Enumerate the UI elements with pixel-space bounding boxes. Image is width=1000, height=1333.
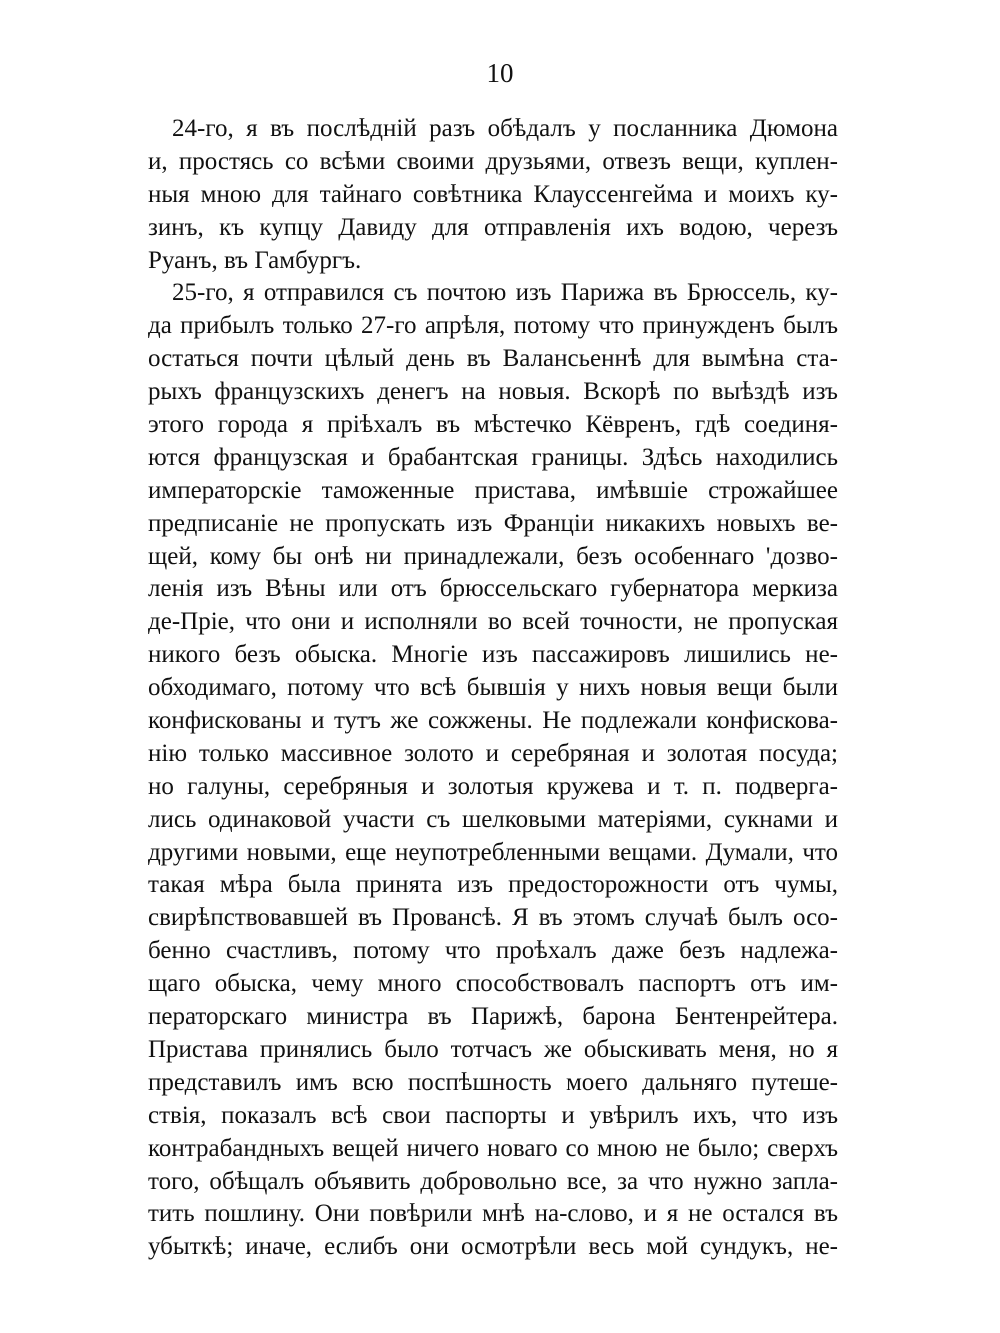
text-line: ныя мною для тайнаго совѣтника Клауссенгейма и моихъ ку- xyxy=(148,180,838,208)
text-line: остаться почти цѣлый день въ Валансьеннѣ для вымѣна ста- xyxy=(148,345,838,373)
text-line: но галуны, серебряныя и золотыя кружева и т. п. подверга- xyxy=(148,772,838,800)
text-line: никого безъ обыска. Многіе изъ пассажировъ лишились не- xyxy=(148,641,838,669)
text-line: 24-го, я въ послѣдній разъ обѣдалъ у посланника Дюмона xyxy=(172,115,838,142)
text-line: предписаніе не пропускать изъ Франціи никакихъ новыхъ ве- xyxy=(148,509,838,537)
text-line: нію только массивное золото и серебряная и золотая посуда; xyxy=(148,739,838,767)
text-line: бенно счастливъ, потому что проѣхалъ даже безъ надлежа- xyxy=(148,937,838,965)
text-line: ются французская и брабантская границы. Здѣсь находились xyxy=(148,443,838,471)
page-number: 10 xyxy=(486,58,514,88)
text-line: и, простясь со всѣми своими друзьями, отвезъ вещи, куплен- xyxy=(148,147,838,175)
text-line: щаго обыска, чему много способствовалъ паспортъ отъ им- xyxy=(148,970,838,998)
text-line: да прибылъ только 27-го апрѣля, потому что принужденъ былъ xyxy=(148,312,838,340)
text-line: такая мѣра была принята изъ предосторожности отъ чумы, xyxy=(148,871,838,899)
text-line: ленія изъ Вѣны или отъ брюссельскаго губернатора меркиза xyxy=(148,575,838,603)
text-line: ствія, показалъ всѣ свои паспорты и увѣрилъ ихъ, что изъ xyxy=(148,1101,838,1129)
text-line: щей, кому бы онѣ ни принадлежали, безъ особеннаго 'дозво- xyxy=(148,542,838,570)
text-line: этого города я пріѣхалъ въ мѣстечко Кёвренъ, гдѣ соединя- xyxy=(148,411,838,439)
text-line: тить пошлину. Они повѣрили мнѣ на-слово, и я не остался въ xyxy=(148,1200,838,1228)
body-text xyxy=(148,113,838,1264)
text-line: лись одинаковой участи съ шелковыми матеріями, сукнами и xyxy=(148,805,838,833)
text-line: того, обѣщалъ объявить добровольно все, за что нужно запла- xyxy=(148,1167,838,1195)
text-line: обходимаго, потому что всѣ бывшія у нихъ новыя вещи были xyxy=(148,674,838,702)
text-line: другими новыми, еще неупотребленными вещами. Думали, что xyxy=(148,838,838,866)
text-line: свирѣпствовавшей въ Провансѣ. Я въ этомъ случаѣ былъ осо- xyxy=(148,904,838,932)
text-line: императорскіе таможенные пристава, имѣвшіе строжайшее xyxy=(148,476,838,504)
text-line: 25-го, я отправился съ почтою изъ Парижа въ Брюссель, ку- xyxy=(172,279,838,307)
text-line: контрабандныхъ вещей ничего новаго со мною не было; сверхъ xyxy=(148,1134,838,1162)
text-line: представилъ имъ всю поспѣшность моего дальняго путеше- xyxy=(148,1068,838,1096)
text-line: рыхъ французскихъ денегъ на новыя. Вскорѣ по выѣздѣ изъ xyxy=(148,378,838,406)
text-line: Руанъ, въ Гамбургъ. xyxy=(148,246,362,274)
text-line: конфискованы и тутъ же сожжены. Не подлежали конфискова- xyxy=(148,707,838,735)
text-line: де-Пріе, что они и исполняли во всей точности, не пропуская xyxy=(148,608,838,636)
text-line: Пристава принялись было тотчасъ же обыскивать меня, но я xyxy=(148,1035,838,1063)
text-line: зинъ, къ купцу Давиду для отправленія ихъ водою, черезъ xyxy=(148,213,838,241)
text-line: ператорскаго министра въ Парижѣ, барона Бентенрейтера. xyxy=(148,1003,838,1031)
text-line: убыткѣ; иначе, еслибъ они осмотрѣли весь мой сундукъ, не- xyxy=(148,1233,838,1261)
